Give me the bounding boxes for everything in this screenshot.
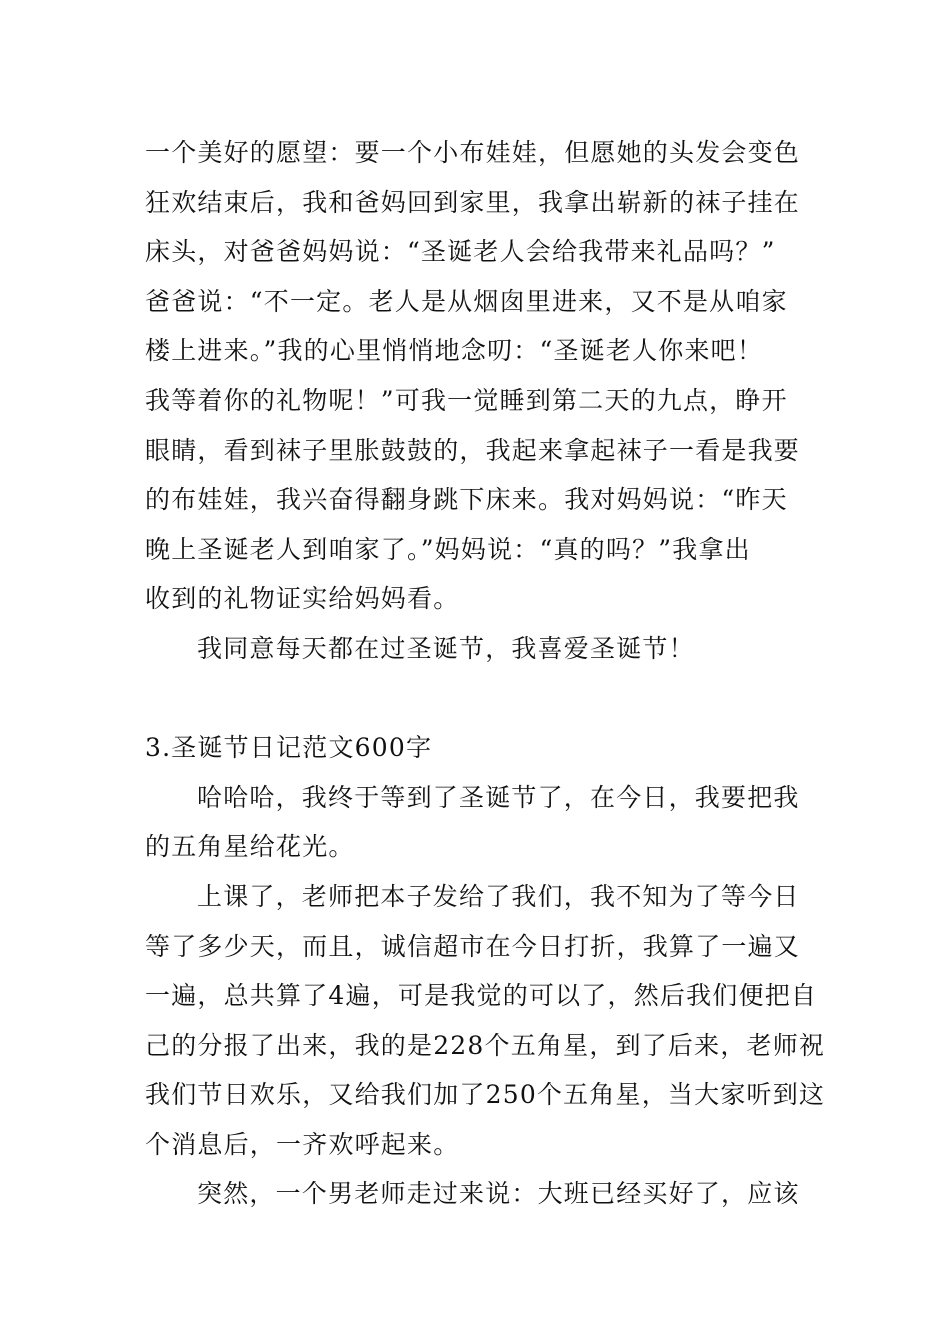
text-line: 楼上进来。”我的心里悄悄地念叨：“圣诞老人你来吧！ bbox=[145, 336, 764, 366]
text-line: 晚上圣诞老人到咱家了。”妈妈说：“真的吗？”我拿出 bbox=[145, 534, 751, 564]
text-line: 我们节日欢乐，又给我们加了250个五角星，当大家听到这 bbox=[145, 1080, 826, 1110]
section-heading: 3.圣诞节日记范文600字 bbox=[145, 733, 433, 763]
text-line: 己的分报了出来，我的是228个五角星，到了后来，老师祝 bbox=[145, 1030, 826, 1060]
paragraph-gap bbox=[145, 674, 810, 724]
text-line: 个消息后，一齐欢呼起来。 bbox=[145, 1129, 460, 1159]
text-line: 床头，对爸爸妈妈说：“圣诞老人会给我带来礼品吗？” bbox=[145, 237, 776, 267]
text-line: 收到的礼物证实给妈妈看。 bbox=[145, 584, 460, 614]
text-line: 的布娃娃，我兴奋得翻身跳下床来。我对妈妈说：“昨天 bbox=[145, 485, 788, 515]
paragraph-line: 哈哈哈，我终于等到了圣诞节了，在今日，我要把我 bbox=[197, 782, 800, 812]
paragraph-line: 我同意每天都在过圣诞节，我喜爱圣诞节！ bbox=[197, 633, 695, 663]
text-line: 一个美好的愿望：要一个小布娃娃，但愿她的头发会变色 bbox=[145, 138, 801, 167]
text-line: 一遍，总共算了4遍，可是我觉的可以了，然后我们便把自 bbox=[145, 981, 818, 1011]
text-line: 等了多少天，而且，诚信超市在今日打折，我算了一遍又 bbox=[145, 931, 801, 961]
document-body bbox=[145, 128, 826, 1219]
text-line: 我等着你的礼物呢！”可我一觉睡到第二天的九点，睁开 bbox=[145, 385, 788, 415]
text-line: 狂欢结束后，我和爸妈回到家里，我拿出崭新的袜子挂在 bbox=[145, 187, 801, 217]
text-line: 的五角星给花光。 bbox=[145, 832, 355, 862]
text-line: 爸爸说：“不一定。老人是从烟囱里进来，又不是从咱家 bbox=[145, 286, 788, 316]
paragraph-line: 突然，一个男老师走过来说：大班已经买好了，应该 bbox=[197, 1179, 800, 1209]
text-line: 眼睛，看到袜子里胀鼓鼓的，我起来拿起袜子一看是我要 bbox=[145, 435, 801, 465]
paragraph-line: 上课了，老师把本子发给了我们，我不知为了等今日 bbox=[197, 881, 800, 911]
